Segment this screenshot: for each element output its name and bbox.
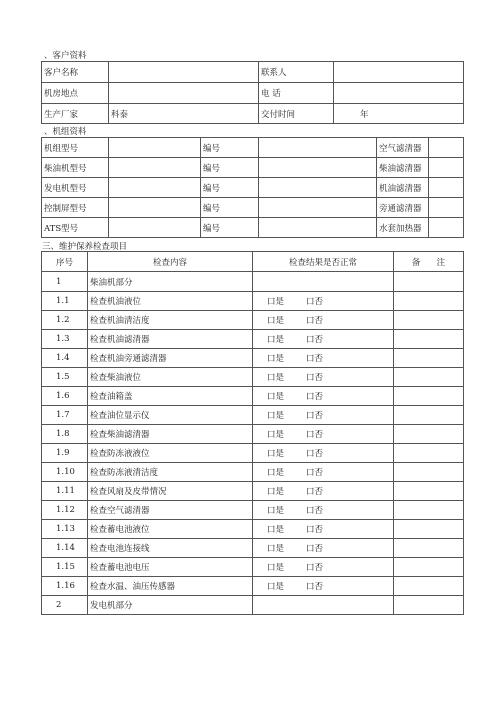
table-cell bbox=[429, 158, 464, 178]
result-yes-checkbox: 口是 bbox=[267, 487, 285, 497]
item-number: 1 bbox=[42, 272, 88, 292]
item-number: 1.10 bbox=[42, 463, 88, 482]
remarks-cell bbox=[394, 368, 464, 387]
item-content: 柴油机部分 bbox=[88, 272, 253, 292]
result-no-checkbox: 口否 bbox=[306, 411, 324, 421]
table-row bbox=[42, 138, 464, 158]
item-content: 检查油箱盖 bbox=[88, 387, 253, 406]
column-header: 检查结果是否正常 bbox=[253, 252, 394, 272]
table-row bbox=[42, 520, 464, 539]
table-row bbox=[42, 444, 464, 463]
result-no-checkbox: 口否 bbox=[306, 335, 324, 345]
remarks-cell bbox=[394, 501, 464, 520]
section-title-unit: 、机组资料 bbox=[44, 127, 87, 137]
table-cell bbox=[259, 198, 377, 218]
result-cell bbox=[253, 501, 394, 520]
table-cell bbox=[109, 198, 201, 218]
table-cell bbox=[429, 198, 464, 218]
result-no-checkbox: 口否 bbox=[306, 392, 324, 402]
table-row bbox=[42, 272, 464, 292]
result-yes-checkbox: 口是 bbox=[267, 373, 285, 383]
table-row bbox=[42, 539, 464, 558]
item-content: 检查空气滤清器 bbox=[88, 501, 253, 520]
result-no-checkbox: 口否 bbox=[306, 430, 324, 440]
result-cell bbox=[253, 406, 394, 425]
table-row bbox=[42, 463, 464, 482]
item-number: 1.9 bbox=[42, 444, 88, 463]
table-cell bbox=[259, 138, 377, 158]
table-cell: 编号 bbox=[201, 158, 259, 178]
item-number: 1.3 bbox=[42, 330, 88, 349]
remarks-cell bbox=[394, 577, 464, 596]
table-cell: 旁通滤清器 bbox=[377, 198, 429, 218]
remarks-cell bbox=[394, 387, 464, 406]
item-content: 检查水温、油压传感器 bbox=[88, 577, 253, 596]
result-no-checkbox: 口否 bbox=[306, 544, 324, 554]
table-cell: 电 话 bbox=[259, 83, 334, 104]
table-cell bbox=[109, 62, 259, 83]
table-cell bbox=[109, 83, 259, 104]
maintenance-checklist-table bbox=[41, 251, 464, 615]
table-cell bbox=[109, 178, 201, 198]
result-cell bbox=[253, 482, 394, 501]
result-no-checkbox: 口否 bbox=[306, 316, 324, 326]
table-cell: 客户名称 bbox=[42, 62, 109, 83]
table-cell: 空气滤清器 bbox=[377, 138, 429, 158]
column-header: 序号 bbox=[42, 252, 88, 272]
result-no-checkbox: 口否 bbox=[306, 487, 324, 497]
result-no-checkbox: 口否 bbox=[306, 354, 324, 364]
table-cell: 水套加热器 bbox=[377, 218, 429, 238]
table-cell bbox=[429, 138, 464, 158]
result-yes-checkbox: 口是 bbox=[267, 316, 285, 326]
result-cell bbox=[253, 520, 394, 539]
item-content: 检查电池连接线 bbox=[88, 539, 253, 558]
table-cell: 编号 bbox=[201, 198, 259, 218]
item-number: 1.13 bbox=[42, 520, 88, 539]
result-cell bbox=[253, 463, 394, 482]
item-content: 检查蓄电池液位 bbox=[88, 520, 253, 539]
result-yes-checkbox: 口是 bbox=[267, 411, 285, 421]
result-yes-checkbox: 口是 bbox=[267, 582, 285, 592]
result-yes-checkbox: 口是 bbox=[267, 468, 285, 478]
table-cell bbox=[259, 218, 377, 238]
item-number: 1.1 bbox=[42, 292, 88, 311]
table-cell bbox=[259, 178, 377, 198]
table-row bbox=[42, 558, 464, 577]
table-row bbox=[42, 198, 464, 218]
result-cell bbox=[253, 444, 394, 463]
item-number: 1.6 bbox=[42, 387, 88, 406]
remarks-cell bbox=[394, 596, 464, 615]
result-no-checkbox: 口否 bbox=[306, 468, 324, 478]
result-cell bbox=[253, 387, 394, 406]
result-cell bbox=[253, 330, 394, 349]
table-cell: 控制屏型号 bbox=[42, 198, 109, 218]
result-cell bbox=[253, 292, 394, 311]
table-cell: 编号 bbox=[201, 138, 259, 158]
result-cell bbox=[253, 539, 394, 558]
table-row bbox=[42, 368, 464, 387]
result-yes-checkbox: 口是 bbox=[267, 297, 285, 307]
table-row bbox=[42, 292, 464, 311]
table-row bbox=[42, 577, 464, 596]
result-no-checkbox: 口否 bbox=[306, 449, 324, 459]
result-cell bbox=[253, 596, 394, 615]
item-content: 检查防冻液液位 bbox=[88, 444, 253, 463]
item-number: 2 bbox=[42, 596, 88, 615]
result-cell bbox=[253, 558, 394, 577]
item-content: 检查蓄电池电压 bbox=[88, 558, 253, 577]
table-cell: 科泰 bbox=[109, 104, 259, 124]
table-cell: 编号 bbox=[201, 178, 259, 198]
item-content: 检查防冻液清洁度 bbox=[88, 463, 253, 482]
table-cell: 机房地点 bbox=[42, 83, 109, 104]
result-no-checkbox: 口否 bbox=[306, 563, 324, 573]
item-content: 检查柴油液位 bbox=[88, 368, 253, 387]
result-yes-checkbox: 口是 bbox=[267, 335, 285, 345]
remarks-cell bbox=[394, 558, 464, 577]
result-cell bbox=[253, 311, 394, 330]
remarks-cell bbox=[394, 520, 464, 539]
remarks-cell bbox=[394, 330, 464, 349]
result-yes-checkbox: 口是 bbox=[267, 430, 285, 440]
remarks-cell bbox=[394, 406, 464, 425]
item-number: 1.15 bbox=[42, 558, 88, 577]
remarks-cell bbox=[394, 463, 464, 482]
customer-info-table bbox=[41, 61, 464, 124]
result-cell bbox=[253, 368, 394, 387]
item-content: 检查机油清洁度 bbox=[88, 311, 253, 330]
table-cell: 联系人 bbox=[259, 62, 334, 83]
remarks-cell bbox=[394, 292, 464, 311]
unit-info-table bbox=[41, 137, 464, 238]
section-title-checklist: 三、维护保养检查项目 bbox=[42, 242, 128, 252]
table-cell: 编号 bbox=[201, 218, 259, 238]
table-row bbox=[42, 596, 464, 615]
table-cell: 柴油机型号 bbox=[42, 158, 109, 178]
table-header-row bbox=[42, 252, 464, 272]
remarks-cell bbox=[394, 311, 464, 330]
item-content: 检查油位显示仪 bbox=[88, 406, 253, 425]
table-cell: 生产厂家 bbox=[42, 104, 109, 124]
table-row bbox=[42, 178, 464, 198]
result-cell bbox=[253, 272, 394, 292]
result-no-checkbox: 口否 bbox=[306, 525, 324, 535]
table-cell: 交付时间 bbox=[259, 104, 334, 124]
item-number: 1.7 bbox=[42, 406, 88, 425]
table-cell: 机组型号 bbox=[42, 138, 109, 158]
table-cell: ATS型号 bbox=[42, 218, 109, 238]
table-row bbox=[42, 104, 464, 124]
result-cell bbox=[253, 349, 394, 368]
table-cell: 柴油滤清器 bbox=[377, 158, 429, 178]
table-row bbox=[42, 406, 464, 425]
item-number: 1.4 bbox=[42, 349, 88, 368]
table-row bbox=[42, 501, 464, 520]
table-cell bbox=[334, 83, 464, 104]
item-content: 检查机油滤清器 bbox=[88, 330, 253, 349]
table-cell bbox=[109, 158, 201, 178]
table-row bbox=[42, 349, 464, 368]
table-cell bbox=[334, 62, 464, 83]
result-yes-checkbox: 口是 bbox=[267, 544, 285, 554]
table-row bbox=[42, 218, 464, 238]
item-number: 1.8 bbox=[42, 425, 88, 444]
item-number: 1.16 bbox=[42, 577, 88, 596]
table-cell bbox=[259, 158, 377, 178]
table-cell bbox=[109, 218, 201, 238]
column-header: 备 注 bbox=[394, 252, 464, 272]
section-title-customer: 、客户资料 bbox=[44, 51, 87, 61]
item-number: 1.2 bbox=[42, 311, 88, 330]
item-content: 检查风扇及皮带情况 bbox=[88, 482, 253, 501]
item-number: 1.11 bbox=[42, 482, 88, 501]
item-content: 检查机油液位 bbox=[88, 292, 253, 311]
item-content: 发电机部分 bbox=[88, 596, 253, 615]
item-number: 1.5 bbox=[42, 368, 88, 387]
result-cell bbox=[253, 577, 394, 596]
item-number: 1.12 bbox=[42, 501, 88, 520]
remarks-cell bbox=[394, 425, 464, 444]
result-no-checkbox: 口否 bbox=[306, 373, 324, 383]
result-cell bbox=[253, 425, 394, 444]
table-row bbox=[42, 425, 464, 444]
item-content: 检查柴油滤清器 bbox=[88, 425, 253, 444]
remarks-cell bbox=[394, 349, 464, 368]
table-row bbox=[42, 387, 464, 406]
column-header: 检查内容 bbox=[88, 252, 253, 272]
result-yes-checkbox: 口是 bbox=[267, 563, 285, 573]
table-cell bbox=[429, 218, 464, 238]
result-yes-checkbox: 口是 bbox=[267, 354, 285, 364]
result-no-checkbox: 口否 bbox=[306, 506, 324, 516]
table-row bbox=[42, 62, 464, 83]
item-number: 1.14 bbox=[42, 539, 88, 558]
table-cell: 机油滤清器 bbox=[377, 178, 429, 198]
remarks-cell bbox=[394, 482, 464, 501]
result-yes-checkbox: 口是 bbox=[267, 392, 285, 402]
result-yes-checkbox: 口是 bbox=[267, 525, 285, 535]
table-row bbox=[42, 330, 464, 349]
result-yes-checkbox: 口是 bbox=[267, 506, 285, 516]
item-content: 检查机油旁通滤清器 bbox=[88, 349, 253, 368]
table-cell: 年 bbox=[334, 104, 464, 124]
table-row bbox=[42, 83, 464, 104]
result-no-checkbox: 口否 bbox=[306, 582, 324, 592]
result-yes-checkbox: 口是 bbox=[267, 449, 285, 459]
result-no-checkbox: 口否 bbox=[306, 297, 324, 307]
table-cell bbox=[429, 178, 464, 198]
table-row bbox=[42, 311, 464, 330]
table-row bbox=[42, 158, 464, 178]
table-cell: 发电机型号 bbox=[42, 178, 109, 198]
remarks-cell bbox=[394, 539, 464, 558]
table-cell bbox=[109, 138, 201, 158]
table-row bbox=[42, 482, 464, 501]
remarks-cell bbox=[394, 272, 464, 292]
remarks-cell bbox=[394, 444, 464, 463]
